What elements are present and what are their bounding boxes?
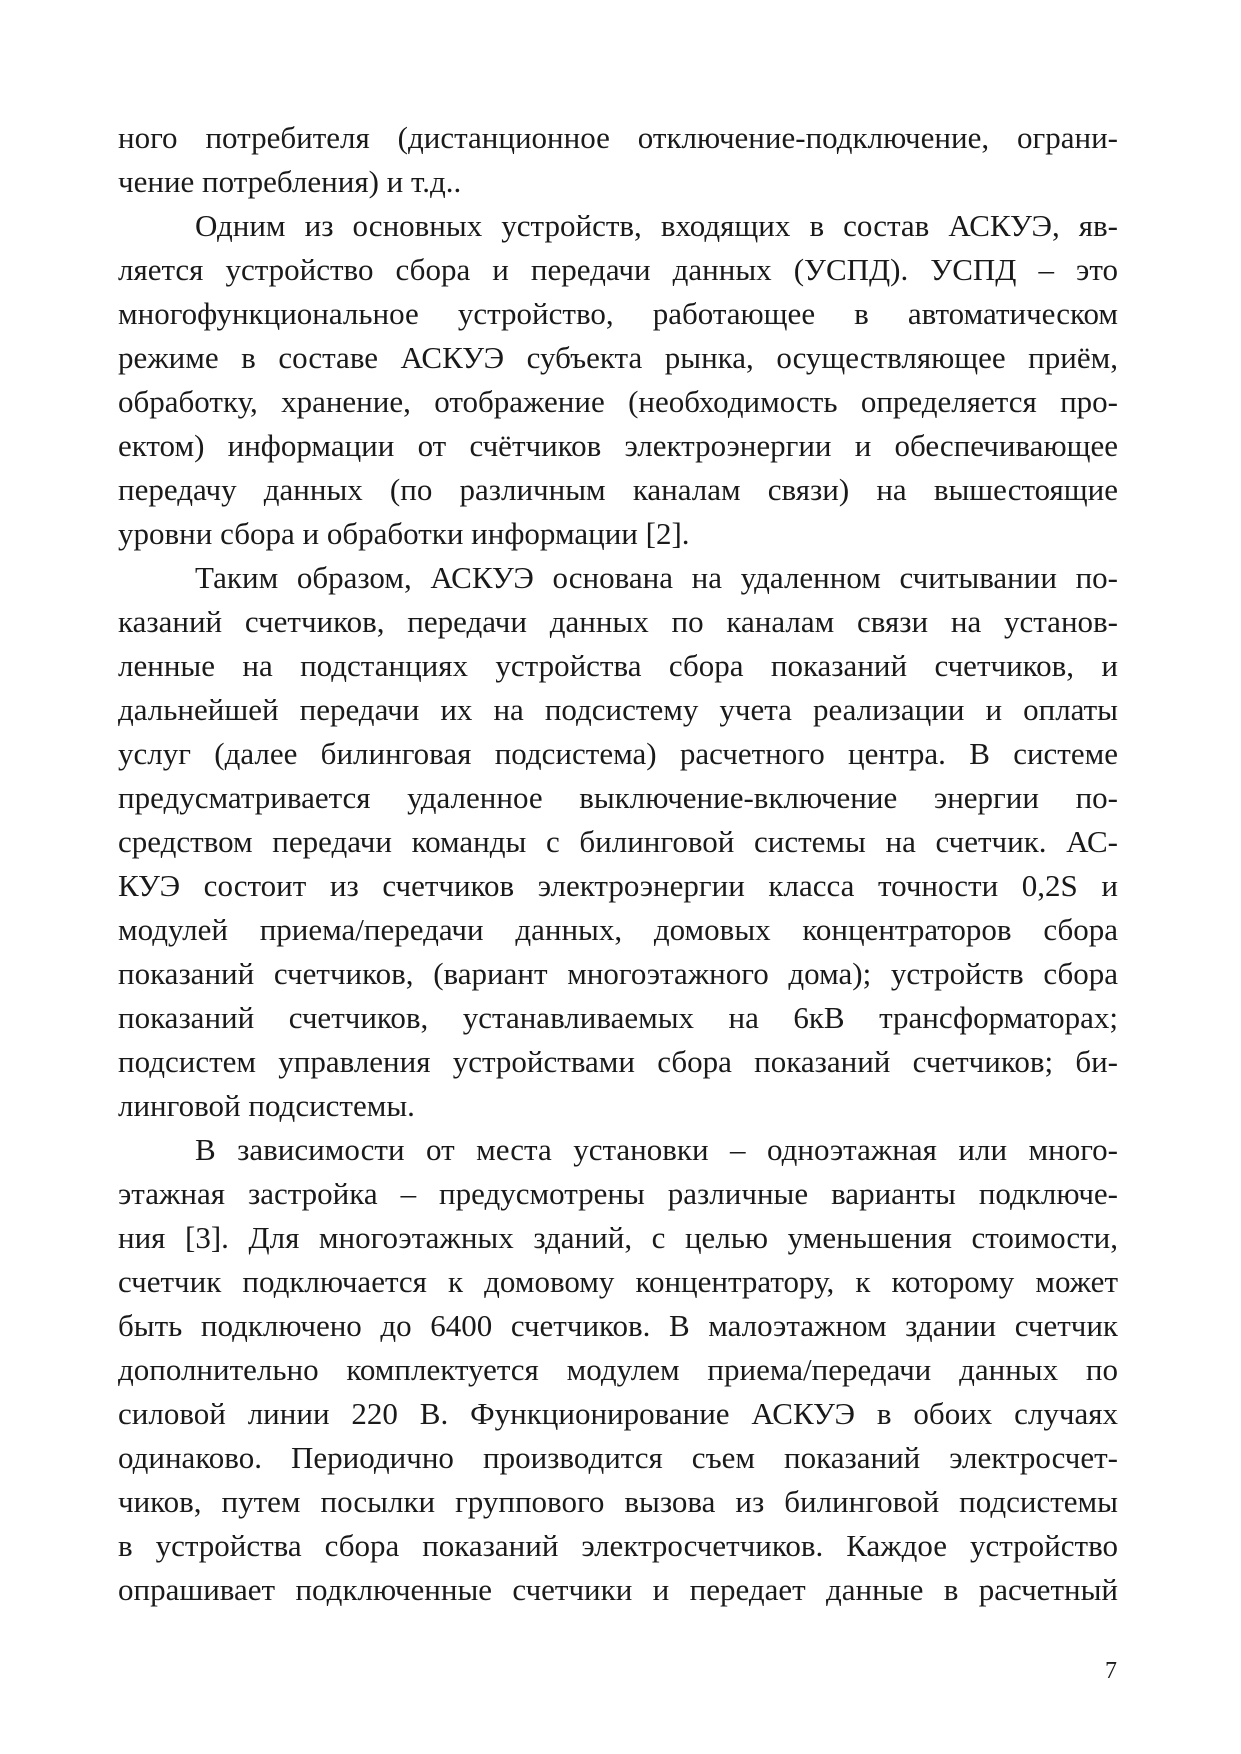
text-line: Таким образом, АСКУЭ основана на удаленном считывании по-: [195, 560, 1118, 595]
text-line: этажная застройка – предусмотрены различные варианты подключе-: [118, 1176, 1118, 1211]
text-line: обработку, хранение, отображение (необходимость определяется про-: [118, 384, 1118, 419]
text-line: быть подключено до 6400 счетчиков. В малоэтажном здании счетчик: [118, 1308, 1118, 1343]
text-line: опрашивает подключенные счетчики и передает данные в расчетный: [118, 1572, 1118, 1607]
text-line: ектом) информации от счётчиков электроэнергии и обеспечивающее: [118, 428, 1118, 463]
text-line: ляется устройство сбора и передачи данных (УСПД). УСПД – это: [118, 252, 1118, 287]
text-line: подсистем управления устройствами сбора показаний счетчиков; би-: [118, 1044, 1118, 1079]
page-number: 7: [1105, 1658, 1117, 1684]
paragraph: [118, 204, 1118, 556]
text-line: КУЭ состоит из счетчиков электроэнергии класса точности 0,2S и: [118, 868, 1118, 903]
text-line: одинаково. Периодично производится съем показаний электросчет-: [118, 1440, 1118, 1475]
text-line: услуг (далее билинговая подсистема) расчетного центра. В системе: [118, 736, 1118, 771]
text-line: модулей приема/передачи данных, домовых концентраторов сбора: [118, 912, 1118, 947]
paragraph: [118, 556, 1118, 1128]
text-line: чение потребления) и т.д..: [118, 164, 462, 199]
text-line: средством передачи команды с билинговой системы на счетчик. АС-: [118, 824, 1118, 859]
text-line: дополнительно комплектуется модулем приема/передачи данных по: [118, 1352, 1118, 1387]
text-line: показаний счетчиков, устанавливаемых на 6кВ трансформаторах;: [118, 1000, 1118, 1035]
text-line: предусматривается удаленное выключение-включение энергии по-: [118, 780, 1118, 815]
text-line: счетчик подключается к домовому концентратору, к которому может: [118, 1264, 1118, 1299]
text-line: показаний счетчиков, (вариант многоэтажного дома); устройств сбора: [118, 956, 1118, 991]
text-line: силовой линии 220 В. Функционирование АСКУЭ в обоих случаях: [118, 1396, 1118, 1431]
text-line: передачу данных (по различным каналам связи) на вышестоящие: [118, 472, 1118, 507]
text-line: уровни сбора и обработки информации [2].: [118, 516, 690, 551]
body-text: [118, 116, 1118, 1612]
text-line: режиме в составе АСКУЭ субъекта рынка, осуществляющее приём,: [118, 340, 1118, 375]
text-line: ного потребителя (дистанционное отключение-подключение, ограни-: [118, 120, 1118, 155]
paragraph: [118, 116, 1118, 204]
text-line: линговой подсистемы.: [118, 1088, 415, 1123]
text-line: ленные на подстанциях устройства сбора показаний счетчиков, и: [118, 648, 1118, 683]
text-line: Одним из основных устройств, входящих в состав АСКУЭ, яв-: [195, 208, 1118, 243]
text-line: в устройства сбора показаний электросчетчиков. Каждое устройство: [118, 1528, 1118, 1563]
text-line: многофункциональное устройство, работающее в автоматическом: [118, 296, 1118, 331]
text-line: В зависимости от места установки – одноэтажная или много-: [195, 1132, 1118, 1167]
text-line: чиков, путем посылки группового вызова из билинговой подсистемы: [118, 1484, 1118, 1519]
text-line: ния [3]. Для многоэтажных зданий, с целью уменьшения стоимости,: [118, 1220, 1118, 1255]
text-line: казаний счетчиков, передачи данных по каналам связи на установ-: [118, 604, 1118, 639]
paragraph: [118, 1128, 1118, 1612]
text-line: дальнейшей передачи их на подсистему учета реализации и оплаты: [118, 692, 1118, 727]
